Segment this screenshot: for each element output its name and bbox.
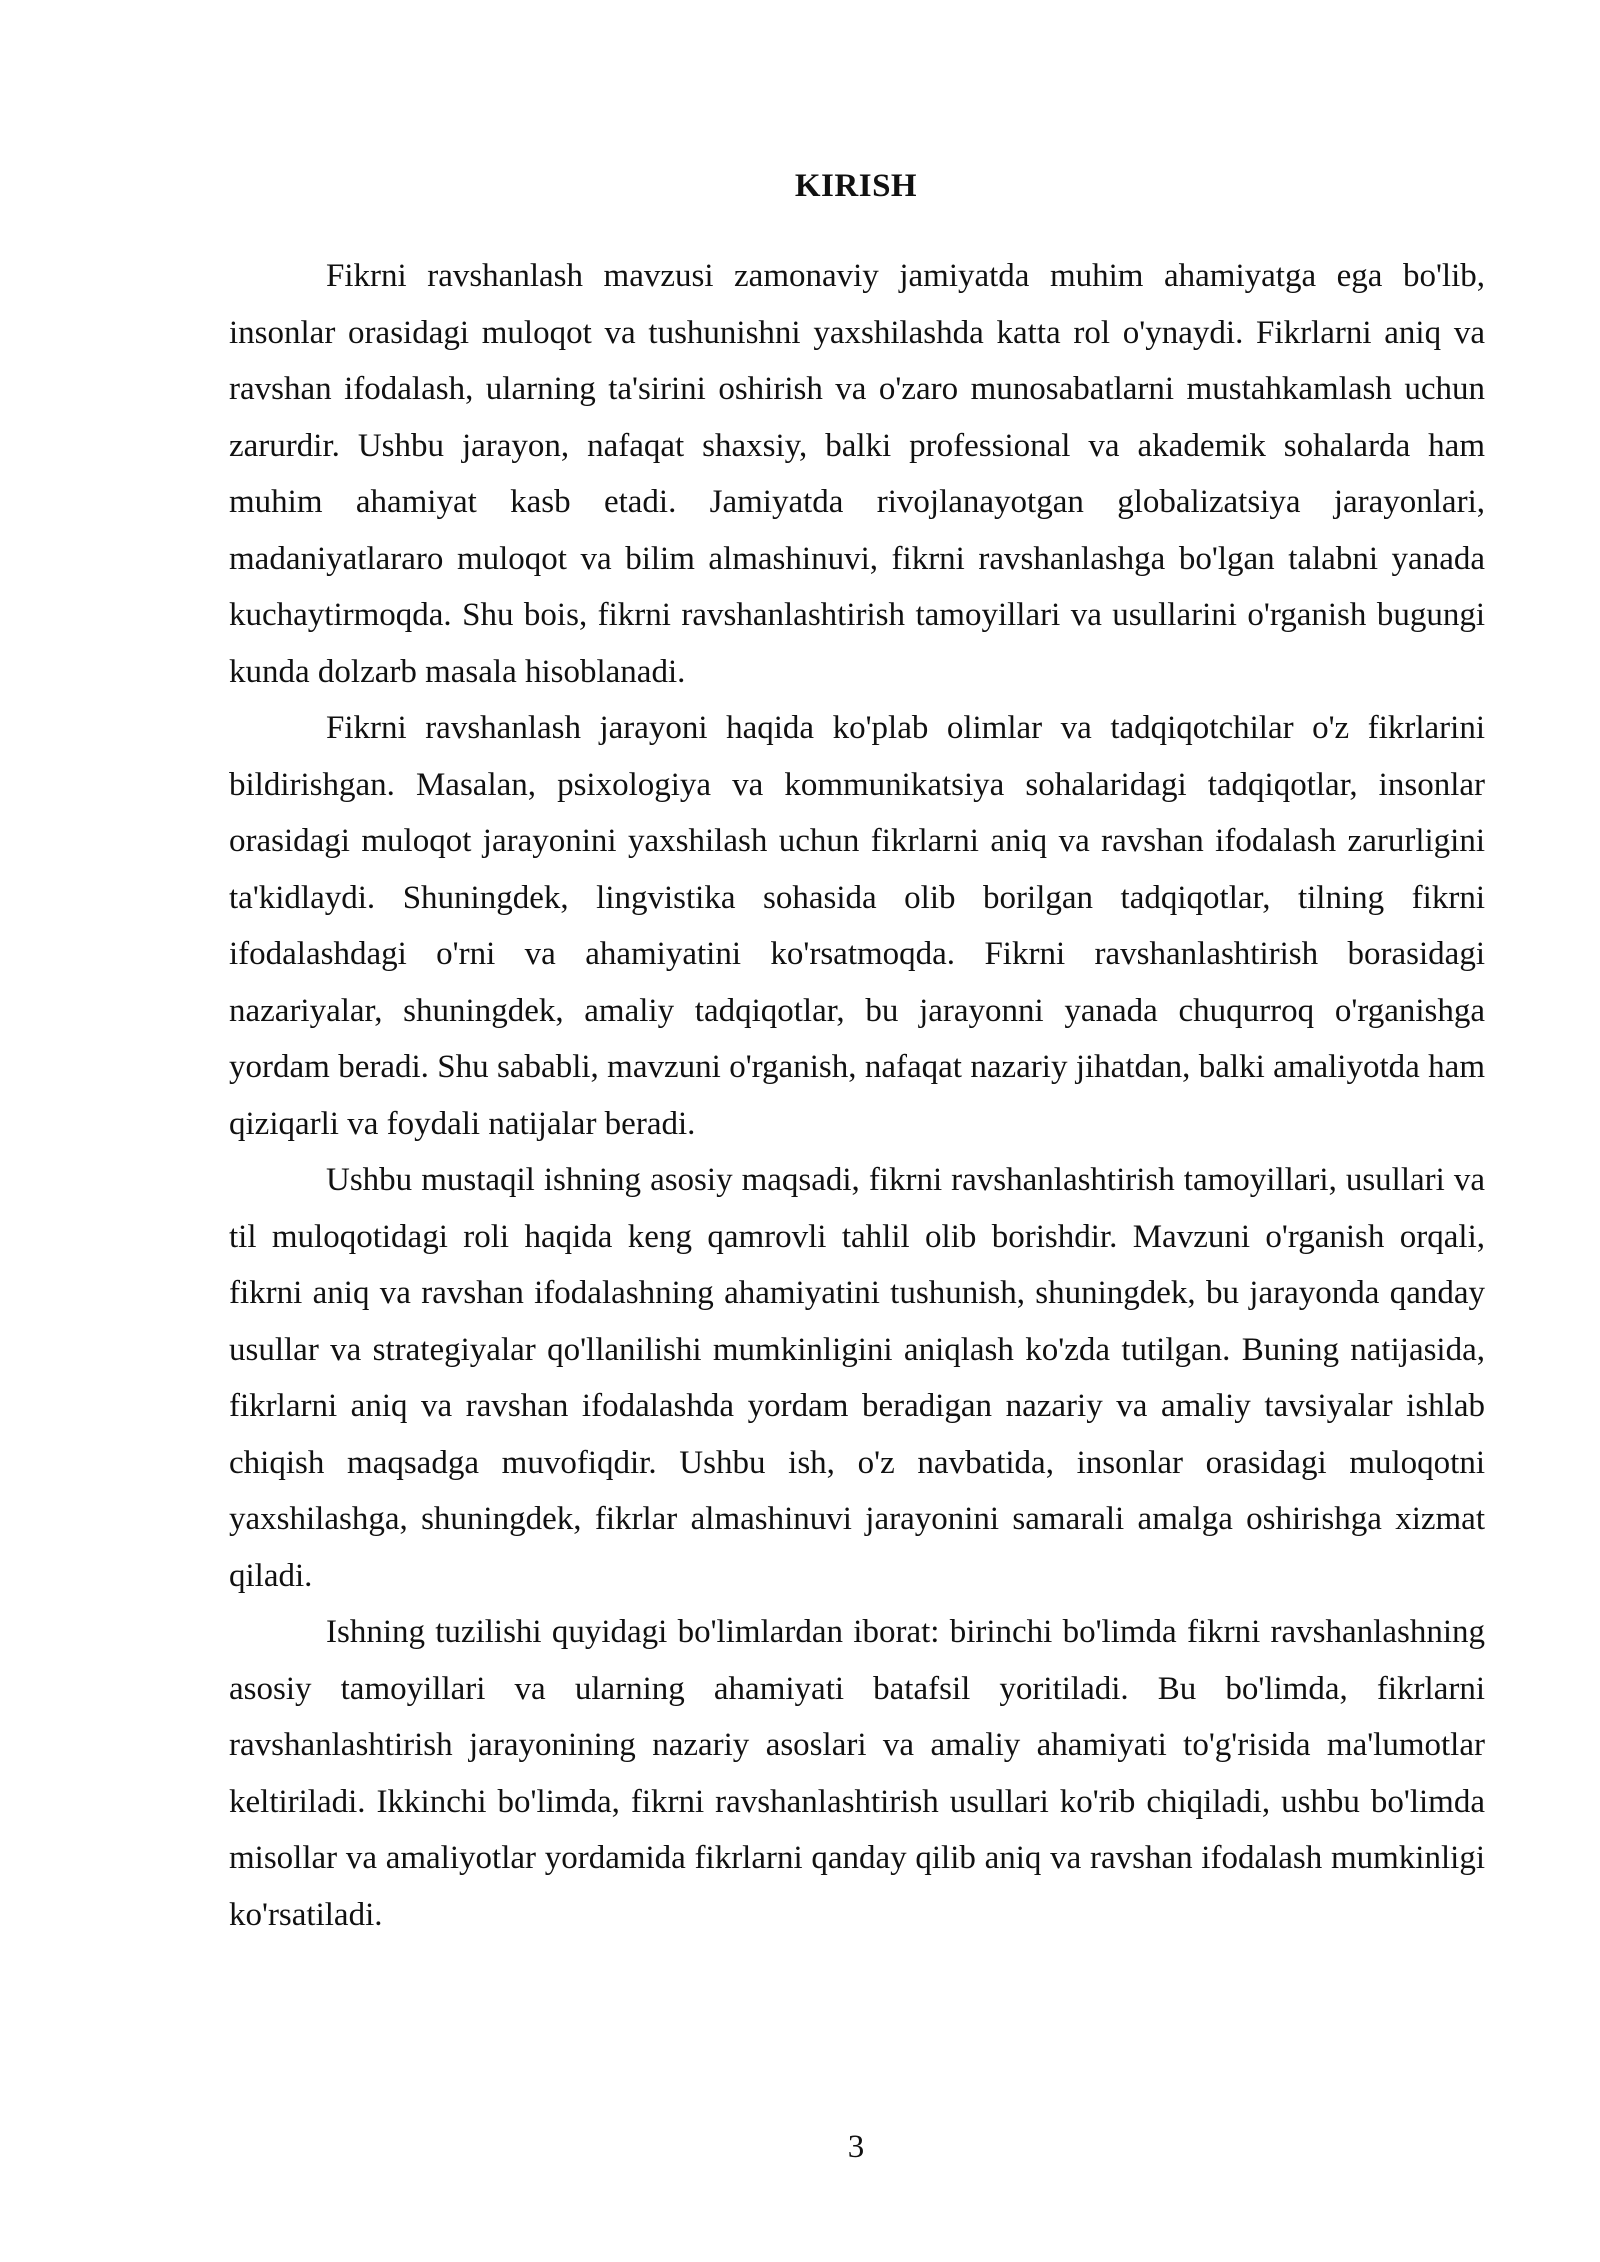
section-title: KIRISH: [794, 168, 918, 204]
paragraph-1: Fikrni ravshanlash mavzusi zamonaviy jamiyatda muhim ahamiyatga ega bo'lib, insonlar orasidagi muloqot va tushunishni yaxshilashda katta rol o'ynaydi. Fikrlarni aniq va ravshan ifodalash, ularning ta'sirini oshirish va o'zaro munosabatlarni mustahkamlash uchun zarurdir. Ushbu jarayon, nafaqat shaxsiy, balki professional va akademik sohalarda ham muhim ahamiyat kasb etadi. Jamiyatda rivojlanayotgan globalizatsiya jarayonlari, madaniyatlararo muloqot va bilim almashinuvi, fikrni ravshanlashga bo'lgan talabni yanada kuchaytirmoqda. Shu bois, fikrni ravshanlashtirish tamoyillari va usullarini o'rganish bugungi kunda dolzarb masala hisoblanadi.: [229, 258, 1485, 690]
paragraph-3: Ushbu mustaqil ishning asosiy maqsadi, fikrni ravshanlashtirish tamoyillari, usullari va til muloqotidagi roli haqida keng qamrovli tahlil olib borishdir. Mavzuni o'rganish orqali, fikrni aniq va ravshan ifodalashning ahamiyatini tushunish, shuningdek, bu jarayonda qanday usullar va strategiyalar qo'llanilishi mumkinligini aniqlash ko'zda tutilgan. Buning natijasida, fikrlarni aniq va ravshan ifodalashda yordam beradigan nazariy va amaliy tavsiyalar ishlab chiqish maqsadga muvofiqdir. Ushbu ish, o'z navbatida, insonlar orasidagi muloqotni yaxshilashga, shuningdek, fikrlar almashinuvi jarayonini samarali amalga oshirishga xizmat qiladi.: [229, 1162, 1485, 1594]
paragraph-4: Ishning tuzilishi quyidagi bo'limlardan iborat: birinchi bo'limda fikrni ravshanlashning asosiy tamoyillari va ularning ahamiyati batafsil yoritiladi. Bu bo'limda, fikrlarni ravshanlashtirish jarayonining nazariy asoslari va amaliy ahamiyati to'g'risida ma'lumotlar keltiriladi. Ikkinchi bo'limda, fikrni ravshanlashtirish usullari ko'rib chiqiladi, ushbu bo'limda misollar va amaliyotlar yordamida fikrlarni qanday qilib aniq va ravshan ifodalash mumkinligi ko'rsatiladi.: [229, 1614, 1485, 1933]
page-number: 3: [847, 2129, 865, 2165]
paragraph-2: Fikrni ravshanlash jarayoni haqida ko'plab olimlar va tadqiqotchilar o'z fikrlarini bildirishgan. Masalan, psixologiya va kommunikatsiya sohalaridagi tadqiqotlar, insonlar orasidagi muloqot jarayonini yaxshilash uchun fikrlarni aniq va ravshan ifodalash zarurligini ta'kidlaydi. Shuningdek, lingvistika sohasida olib borilgan tadqiqotlar, tilning fikrni ifodalashdagi o'rni va ahamiyatini ko'rsatmoqda. Fikrni ravshanlashtirish borasidagi nazariyalar, shuningdek, amaliy tadqiqotlar, bu jarayonni yanada chuqurroq o'rganishga yordam beradi. Shu sababli, mavzuni o'rganish, nafaqat nazariy jihatdan, balki amaliyotda ham qiziqarli va foydali natijalar beradi.: [229, 710, 1485, 1142]
body-text: [229, 248, 1485, 1943]
